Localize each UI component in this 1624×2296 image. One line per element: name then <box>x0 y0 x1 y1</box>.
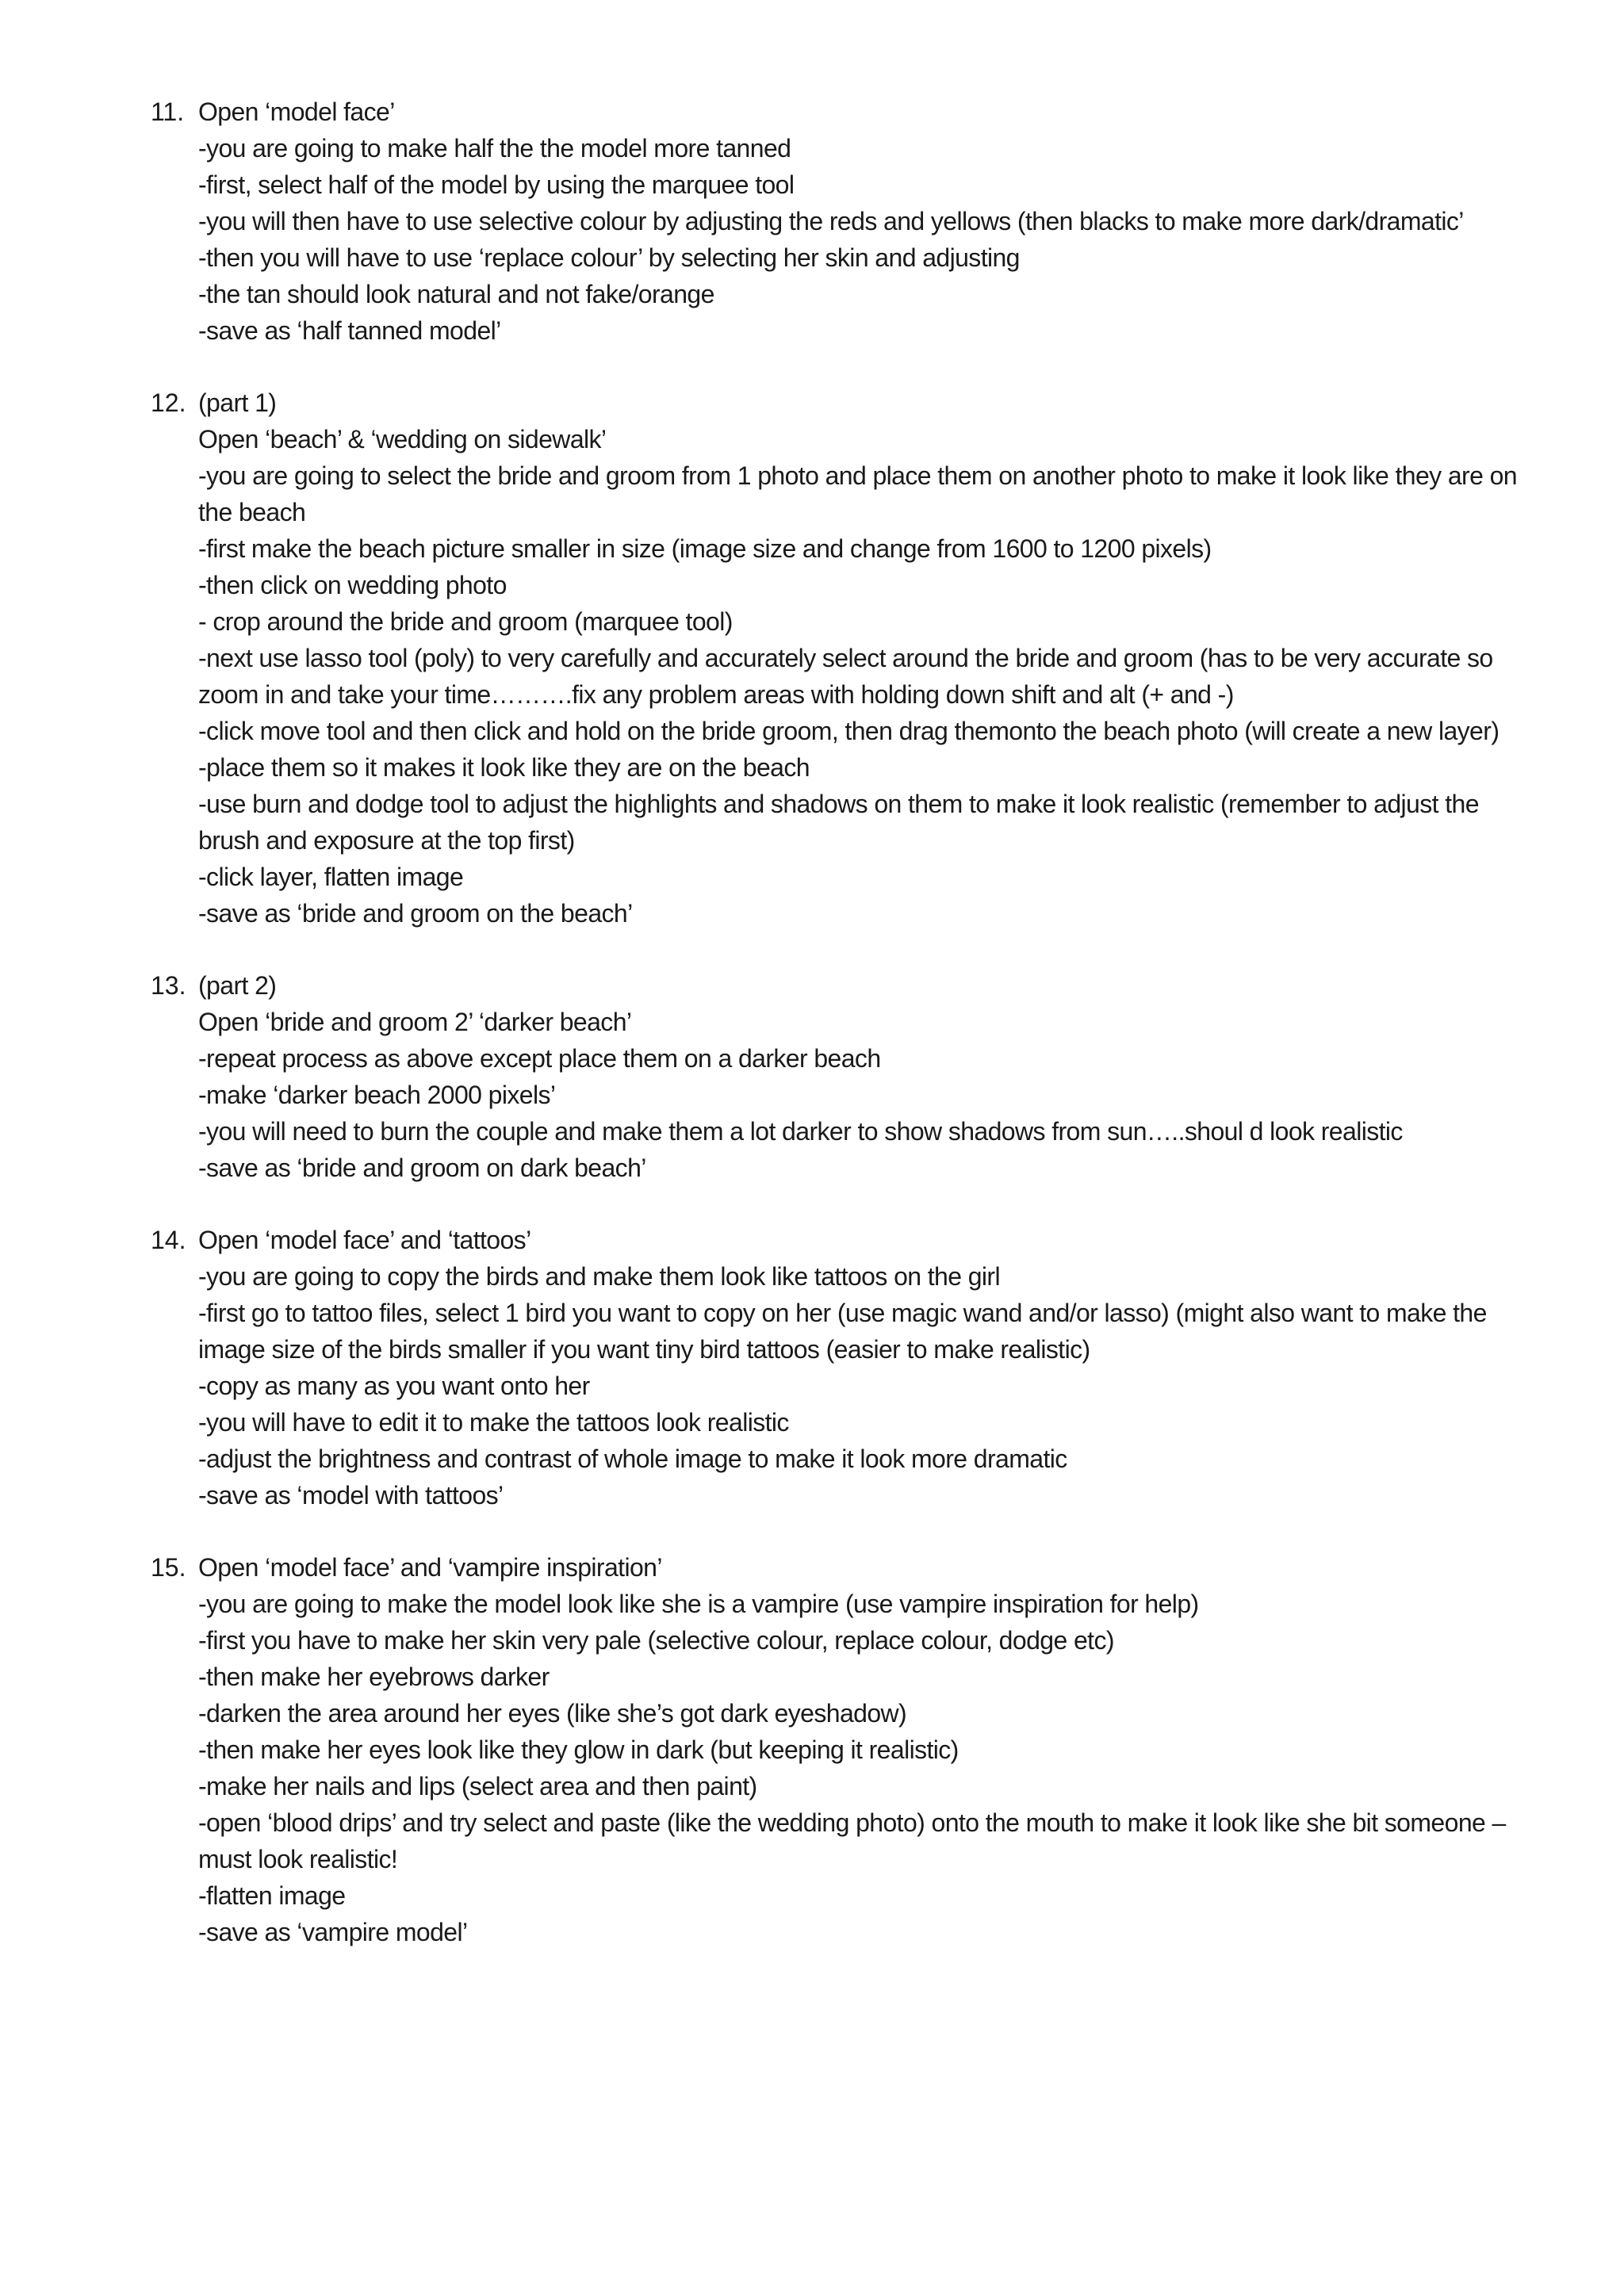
item-line: -darken the area around her eyes (like she’s got dark eyeshadow) <box>198 1699 907 1728</box>
item-content <box>198 1222 1530 1513</box>
item-line: -then make her eyebrows darker <box>198 1663 550 1691</box>
item-line: -save as ‘half tanned model’ <box>198 316 501 345</box>
item-line: -use burn and dodge tool to adjust the highlights and shadows on them to make it look realistic (remember to adjust the brush and exposure at the top first) <box>198 790 1479 855</box>
item-line: -click move tool and then click and hold on the bride groom, then drag themonto the beach photo (will create a new layer) <box>198 717 1500 745</box>
item-line: -you will then have to use selective colour by adjusting the reds and yellows (then blacks to make more dark/dramatic’ <box>198 207 1464 235</box>
item-line: -you are going to copy the birds and make them look like tattoos on the girl <box>198 1262 1000 1291</box>
item-line: -then you will have to use ‘replace colour’ by selecting her skin and adjusting <box>198 243 1020 272</box>
item-line: (part 1) <box>198 388 277 417</box>
item-line: -save as ‘bride and groom on dark beach’ <box>198 1154 646 1182</box>
item-line: -first make the beach picture smaller in size (image size and change from 1600 to 1200 pixels) <box>198 534 1212 563</box>
item-line: Open ‘beach’ & ‘wedding on sidewalk’ <box>198 425 607 453</box>
item-line: -adjust the brightness and contrast of whole image to make it look more dramatic <box>198 1445 1067 1473</box>
item-line: -you are going to select the bride and groom from 1 photo and place them on another photo to make it look like they are on the beach <box>198 461 1517 526</box>
item-line: -you will have to edit it to make the tattoos look realistic <box>198 1408 789 1437</box>
item-line: -you are going to make half the the model more tanned <box>198 134 791 163</box>
item-line: (part 2) <box>198 971 277 1000</box>
item-line: -next use lasso tool (poly) to very carefully and accurately select around the bride and groom (has to be very accurate so zoom in and take your time……….fix any problem areas with holding down shift and alt (+ and -) <box>198 644 1493 709</box>
item-number: 13. <box>151 971 186 1000</box>
list-item <box>151 967 1530 1186</box>
item-line: -copy as many as you want onto her <box>198 1372 590 1400</box>
item-content <box>198 94 1530 349</box>
item-line: -the tan should look natural and not fake/orange <box>198 280 714 308</box>
item-line: -save as ‘vampire model’ <box>198 1918 468 1946</box>
item-line: - crop around the bride and groom (marquee tool) <box>198 607 733 636</box>
item-line: Open ‘model face’ <box>198 98 395 126</box>
instruction-list <box>151 94 1530 1986</box>
item-content <box>198 967 1530 1186</box>
item-line: -you are going to make the model look like she is a vampire (use vampire inspiration for help) <box>198 1590 1199 1618</box>
item-line: Open ‘model face’ and ‘vampire inspiration’ <box>198 1553 662 1582</box>
list-item <box>151 1549 1530 1950</box>
item-number: 15. <box>151 1553 186 1582</box>
item-line: -make ‘darker beach 2000 pixels’ <box>198 1081 556 1109</box>
item-content <box>198 385 1530 932</box>
item-line: Open ‘model face’ and ‘tattoos’ <box>198 1226 531 1254</box>
item-content <box>198 1549 1530 1950</box>
item-line: -first go to tattoo files, select 1 bird you want to copy on her (use magic wand and/or lasso) (might also want to make the image size of the birds smaller if you want tiny bird tattoos (easier to make realistic) <box>198 1299 1487 1364</box>
item-line: -first, select half of the model by using the marquee tool <box>198 170 795 199</box>
item-line: -click layer, flatten image <box>198 863 464 891</box>
item-line: -first you have to make her skin very pale (selective colour, replace colour, dodge etc) <box>198 1626 1114 1655</box>
item-number: 14. <box>151 1226 186 1254</box>
item-line: -repeat process as above except place them on a darker beach <box>198 1044 881 1073</box>
item-line: -place them so it makes it look like they are on the beach <box>198 753 810 782</box>
list-item <box>151 385 1530 932</box>
item-line: -you will need to burn the couple and make them a lot darker to show shadows from sun…..shoul d look realistic <box>198 1117 1403 1146</box>
item-line: -make her nails and lips (select area and then paint) <box>198 1772 757 1800</box>
item-line: Open ‘bride and groom 2’ ‘darker beach’ <box>198 1008 632 1036</box>
list-item <box>151 94 1530 349</box>
item-line: -open ‘blood drips’ and try select and paste (like the wedding photo) onto the mouth to make it look like she bit someone – must look realistic! <box>198 1808 1506 1873</box>
item-line: -save as ‘model with tattoos’ <box>198 1481 504 1510</box>
item-line: -save as ‘bride and groom on the beach’ <box>198 899 633 928</box>
item-line: -then click on wedding photo <box>198 571 507 599</box>
item-line: -flatten image <box>198 1881 346 1910</box>
item-number: 11. <box>151 98 185 126</box>
list-item <box>151 1222 1530 1513</box>
item-line: -then make her eyes look like they glow in dark (but keeping it realistic) <box>198 1735 959 1764</box>
item-number: 12. <box>151 388 186 417</box>
